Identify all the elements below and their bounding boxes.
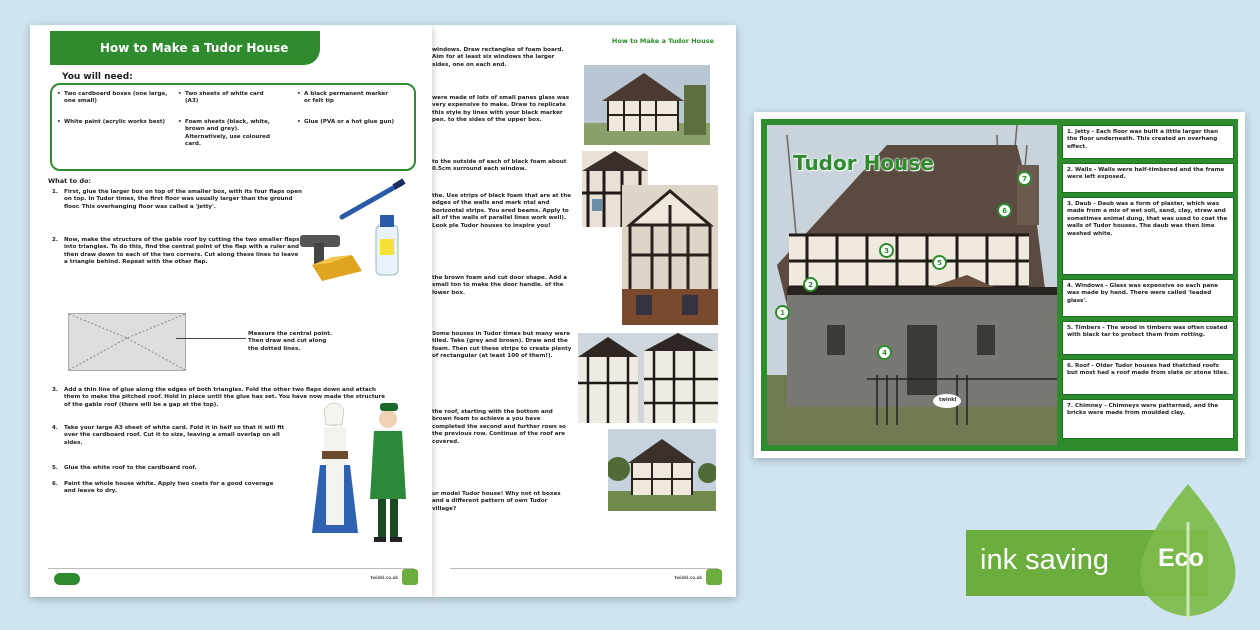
feature-marker: 2 bbox=[803, 277, 818, 292]
feature-box: 1. Jetty - Each floor was built a little larger than the floor underneath. This created an overhang effect. bbox=[1062, 125, 1234, 159]
poster-logo: twinkl bbox=[939, 397, 957, 403]
craft-supplies-illustration bbox=[292, 177, 412, 287]
feature-marker: 3 bbox=[879, 243, 894, 258]
feature-box: 6. Roof - Older Tudor houses had thatched roofs but most had a roof made from slate or stone tiles. bbox=[1062, 359, 1234, 395]
materials-box bbox=[50, 83, 416, 171]
instruction-paragraph: the brown foam and cut door shape. Add a small ton to make the door handle. of the lower box. bbox=[432, 275, 567, 296]
tudor-house-photo bbox=[584, 65, 710, 145]
footer-brand: twinkl.co.uk bbox=[370, 574, 398, 580]
material-item: • Two sheets of white card (A3) bbox=[185, 91, 275, 106]
worksheet-page-two bbox=[432, 25, 736, 597]
tudor-house-photo bbox=[622, 185, 718, 325]
tudor-house-photo bbox=[578, 333, 718, 423]
instruction-paragraph: to the outside of each of black foam about 0.5cm surround each window. bbox=[432, 159, 567, 173]
poster-title: Tudor House bbox=[793, 151, 934, 175]
feature-marker: 1 bbox=[775, 305, 790, 320]
instruction-paragraph: were made of lots of small panes glass was very expensive to make. Draw to replicate this style by lines with your black marker pen. to the sides of the upper box. bbox=[432, 95, 570, 124]
feature-marker: 6 bbox=[997, 203, 1012, 218]
worksheet-page-one bbox=[30, 25, 432, 597]
roof-cutting-diagram bbox=[68, 313, 186, 371]
ink-saving-label: ink saving bbox=[980, 544, 1109, 576]
instruction-paragraph: ur model Tudor house! Why not nt boxes and a different pattern of own Tudor village? bbox=[432, 491, 561, 512]
instruction-step: 2. Now, make the structure of the gable roof by cutting the two smaller flaps into triangles. To do this, find the central point of the flap with a ruler and then draw down to each of the two corners. Cut along these lines to leave a triangle behind. Repeat with the other flap. bbox=[52, 237, 300, 266]
tudor-house-photo bbox=[608, 429, 716, 511]
page-footer bbox=[674, 569, 722, 585]
feature-box: 4. Windows - Glass was expensive so each pane was made by hand. There were called 'leaded glass'. bbox=[1062, 279, 1234, 317]
what-to-do-heading: What to do: bbox=[48, 177, 92, 185]
page-two-header: How to Make a Tudor House bbox=[611, 37, 714, 45]
instruction-paragraph: windows. Draw rectangles of foam board. Aim for at least six windows the larger sides, one on each end. bbox=[432, 47, 564, 68]
feature-box: 5. Timbers - The wood in timbers was often coated with black tar to protect them from rotting. bbox=[1062, 321, 1234, 355]
instruction-paragraph: Some houses in Tudor times but many were tiled. Take (grey and brown). Draw and the foam. Then cut these strips to create plenty of rectangular (at least 100 of them!). bbox=[432, 331, 572, 360]
material-item: • White paint (acrylic works best) bbox=[64, 119, 169, 126]
material-item: • A black permanent marker or felt tip bbox=[304, 91, 394, 106]
material-item: • Foam sheets (black, white, brown and grey). Alternatively, use coloured card. bbox=[185, 119, 280, 149]
page-footer bbox=[370, 569, 418, 585]
instruction-step: 4. Take your large A3 sheet of white card. Fold it in half so that it will fit over the cardboard roof. Cut it to size, leaving a small overlap on all sides. bbox=[52, 425, 285, 446]
eco-icon bbox=[706, 569, 722, 585]
tudor-house-poster-photo bbox=[767, 125, 1057, 445]
instruction-step: 1. First, glue the larger box on top of the smaller box, with its four flaps open on top. In Tudor times, the first floor was usually larger than the ground floor. This overhanging floor was called a 'jetty'. bbox=[52, 189, 302, 210]
instruction-step: 6. Paint the whole house white. Apply two coats for a good coverage and leave to dry. bbox=[52, 481, 274, 495]
you-will-need-heading: You will need: bbox=[62, 72, 133, 82]
diagram-note: Measure the central point. Then draw and cut along the dotted lines. bbox=[248, 331, 333, 352]
instruction-step: 5. Glue the white roof to the cardboard roof. bbox=[52, 465, 197, 471]
feature-box: 2. Walls - Walls were half-timbered and the frame were left exposed. bbox=[1062, 163, 1234, 193]
footer-divider bbox=[48, 568, 414, 569]
footer-brand: twinkl.co.uk bbox=[674, 574, 702, 580]
worksheet-title: How to Make a Tudor House bbox=[50, 31, 320, 65]
twinkl-logo-icon bbox=[54, 573, 80, 585]
feature-box: 3. Daub - Daub was a form of plaster, which was made from a mix of wet soil, sand, clay, straw and sometimes animal dung, that was used to coat the walls of Tudor houses. The daub was then lime washed white. bbox=[1062, 197, 1234, 275]
tudor-house-poster bbox=[754, 112, 1245, 458]
material-item: • Two cardboard boxes (one large, one small) bbox=[64, 91, 169, 106]
diagram-pointer bbox=[176, 338, 246, 339]
instruction-paragraph: the roof, starting with the bottom and brown foam to achieve a you have completed the second and further rows so the previous row. Continue of the roof are covered. bbox=[432, 409, 566, 445]
tudor-people-illustration bbox=[300, 395, 420, 555]
eco-label: Eco bbox=[1158, 544, 1204, 572]
poster-frame bbox=[761, 119, 1238, 451]
material-item: • Glue (PVA or a hot glue gun) bbox=[304, 119, 394, 126]
feature-marker: 7 bbox=[1017, 171, 1032, 186]
feature-marker: 4 bbox=[877, 345, 892, 360]
eco-icon bbox=[402, 569, 418, 585]
instruction-paragraph: the. Use strips of black foam that are at the edges of the walls and mark ntal and horizontal strips. You ered beams. Apply to all of the walls of parallel lines work well). Look ple Tudor houses to inspire you! bbox=[432, 193, 571, 229]
feature-box: 7. Chimney - Chimneys were patterned, and the bricks were made from moulded clay. bbox=[1062, 399, 1234, 439]
instruction-step: 3. Add a thin line of glue along the edges of both triangles. Fold the other two flaps down and attach them to make the pitched roof. Hold in place until the glue has set. You have now made the structure of the gable roof (there will be a gap at the top). bbox=[52, 387, 386, 408]
feature-marker: 5 bbox=[932, 255, 947, 270]
